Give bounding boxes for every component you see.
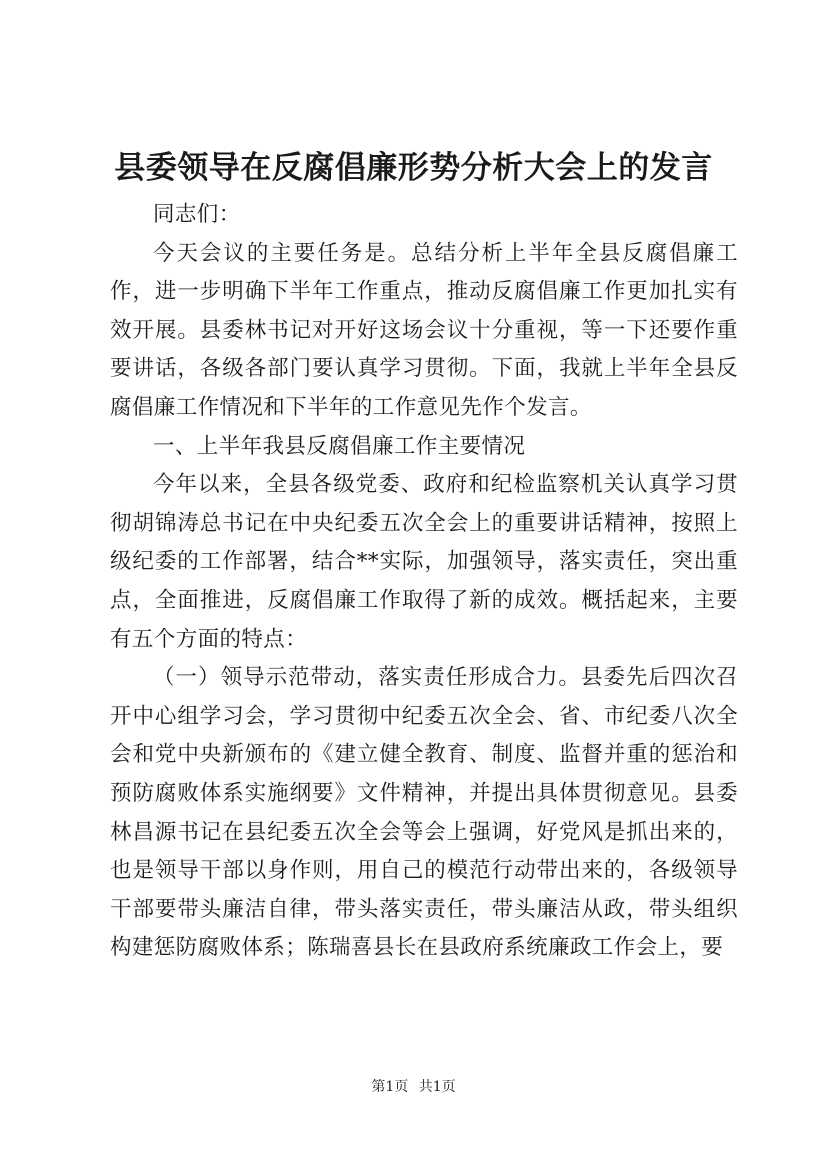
body-paragraph: 今年以来，全县各级党委、政府和纪检监察机关认真学习贯彻胡锦涛总书记在中央纪委五次全会上的重要讲话精神，按照上级纪委的工作部署，结合**实际，加强领导，落实责任，突出重点，全面推进，反腐倡廉工作取得了新的成效。概括起来，主要有五个方面的特点：: [110, 472, 738, 652]
intro-paragraph: 今天会议的主要任务是。总结分析上半年全县反腐倡廉工作，进一步明确下半年工作重点，推动反腐倡廉工作更加扎实有效开展。县委林书记对开好这场会议十分重视，等一下还要作重要讲话，各级各部门要认真学习贯彻。下面，我就上半年全县反腐倡廉工作情况和下半年的工作意见先作个发言。: [110, 240, 738, 420]
salutation-paragraph: 同志们：: [153, 202, 241, 227]
page-total: 共1页: [418, 1079, 456, 1095]
section-heading: 一、上半年我县反腐倡廉工作主要情况: [153, 433, 526, 459]
page-number: 第1页: [371, 1079, 409, 1095]
document-title: 县委领导在反腐倡廉形势分析大会上的发言: [114, 150, 713, 186]
page-footer: [0, 1077, 827, 1097]
document-body: [110, 196, 738, 968]
body-paragraph: （一）领导示范带动，落实责任形成合力。县委先后四次召开中心组学习会，学习贯彻中纪委五次全会、省、市纪委八次全会和党中央新颁布的《建立健全教育、制度、监督并重的惩治和预防腐败体系实施纲要》文件精神，并提出具体贯彻意见。县委林昌源书记在县纪委五次全会等会上强调，好党风是抓出来的，也是领导干部以身作则，用自己的模范行动带出来的，各级领导干部要带头廉洁自律，带头落实责任，带头廉洁从政，带头组织构建惩防腐败体系；陈瑞喜县长在县政府系统廉政工作会上，要: [110, 665, 738, 961]
